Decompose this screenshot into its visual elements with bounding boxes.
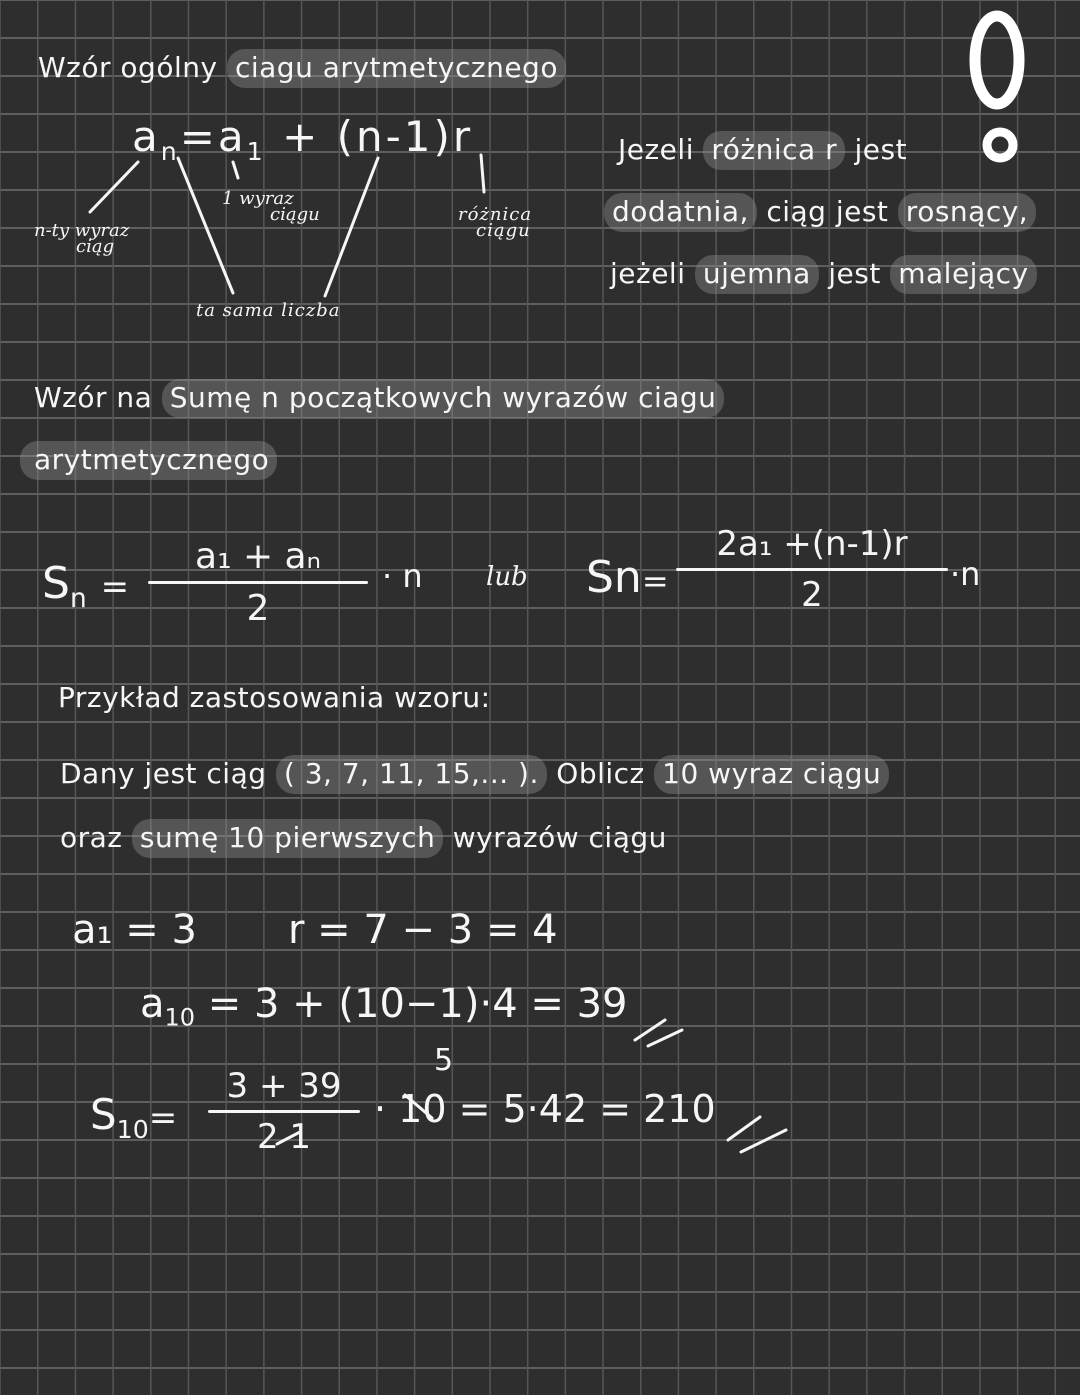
calc-a10 — [140, 981, 628, 1032]
highlight-negative: ujemna — [695, 255, 819, 294]
highlight-arithmetic-sequence: ciagu arytmetycznego — [227, 49, 566, 88]
denominator: 2 — [801, 575, 823, 615]
text: Dany jest ciąg — [60, 757, 267, 790]
highlight-sum-n-terms: Sumę n początkowych wyrazów ciagu — [162, 379, 725, 418]
equals-sign: = — [100, 567, 130, 607]
side-note-line-3 — [610, 257, 1037, 290]
a-symbol: a — [140, 981, 165, 1027]
text: oraz — [60, 821, 123, 854]
or-label: lub — [486, 562, 528, 592]
sum-formula-heading-line-2 — [20, 443, 277, 476]
label-same-number: ta sama liczba — [196, 300, 341, 321]
numerator: a₁ + aₙ — [195, 536, 321, 577]
side-note-line-1 — [618, 133, 908, 166]
highlight-increasing: rosnący, — [898, 193, 1036, 232]
text: jeżeli — [610, 257, 686, 290]
fraction-bar — [148, 581, 368, 584]
calc-s10-lhs — [90, 1090, 178, 1144]
calc-s10-fraction — [208, 1066, 360, 1157]
text: Oblicz — [556, 757, 645, 790]
text: jest — [828, 257, 881, 290]
s10-subscript: 10 — [116, 1114, 149, 1144]
label-line: różnica — [458, 204, 533, 225]
highlight-decreasing: malejący — [890, 255, 1036, 294]
sum-formula-2-lhs — [586, 552, 669, 603]
sn-symbol: Sn — [586, 552, 642, 603]
zero-mark-icon — [975, 16, 1019, 158]
highlight-sequence: ( 3, 7, 11, 15,... ). — [276, 755, 547, 794]
label-difference — [458, 206, 532, 240]
side-note-line-2 — [604, 195, 1036, 228]
text: jest — [854, 133, 908, 166]
numerator: 2a₁ +(n-1)r — [716, 524, 908, 564]
equals-sign: = — [641, 562, 669, 600]
an-symbol: a — [132, 112, 161, 161]
sum-formula-2-times-n: ·n — [950, 555, 981, 593]
heading-text: Wzór na — [34, 381, 153, 414]
sum-formula-1-times-n: · n — [382, 557, 423, 595]
an-subscript: n — [160, 136, 180, 166]
heading-text: Wzór ogólny — [38, 51, 218, 84]
equals-sign: = — [179, 112, 218, 161]
formula-rest: + (n-1)r — [282, 112, 474, 161]
label-line: n-ty wyraz — [34, 220, 130, 241]
label-line: ciągu — [270, 204, 320, 225]
label-line: 1 wyraz — [222, 188, 294, 209]
sum-formula-1-fraction — [148, 536, 368, 629]
fraction-bar — [208, 1110, 360, 1113]
sum-formula-heading — [34, 381, 724, 414]
label-line: ciągu — [476, 220, 531, 241]
text: Jezeli — [618, 133, 694, 166]
highlight-difference-r: różnica r — [703, 131, 845, 170]
example-heading: Przykład zastosowania wzoru: — [58, 681, 491, 714]
highlight-arithmetic: arytmetycznego — [20, 441, 277, 480]
a1-subscript: 1 — [246, 136, 266, 166]
text: wyrazów ciągu — [452, 821, 667, 854]
calc-r: r = 7 − 3 = 4 — [288, 907, 558, 953]
label-nth-term — [34, 222, 129, 256]
calc-cancel-5: 5 — [434, 1043, 454, 1078]
calc-a1: a₁ = 3 — [72, 907, 197, 953]
a10-subscript: 10 — [164, 1003, 196, 1032]
equals-sign: = — [148, 1098, 178, 1138]
label-line: ciąg — [76, 236, 115, 257]
text: ciąg jest — [766, 195, 889, 228]
highlight-positive: dodatnia, — [604, 193, 757, 232]
sum-formula-1-lhs — [42, 558, 130, 615]
a1-symbol: a — [217, 112, 247, 161]
sum-formula-2-fraction — [676, 524, 948, 615]
denominator: 2 1 — [256, 1117, 312, 1157]
highlight-10th-term: 10 wyraz ciągu — [654, 755, 889, 794]
fraction-bar — [676, 568, 948, 571]
general-term-formula — [132, 112, 474, 166]
denominator: 2 — [246, 588, 270, 629]
s-subscript: n — [69, 583, 87, 615]
label-first-term — [222, 190, 320, 224]
s-symbol: S — [90, 1090, 117, 1139]
example-line-2 — [60, 821, 667, 854]
example-line-1 — [60, 757, 889, 790]
s-symbol: S — [42, 558, 70, 609]
general-formula-heading — [38, 51, 566, 84]
a10-expression: = 3 + (10−1)·4 = 39 — [207, 981, 628, 1027]
calc-s10-rest: · 10 = 5·42 = 210 — [374, 1087, 716, 1131]
highlight-sum-10-first: sumę 10 pierwszych — [132, 819, 443, 858]
numerator: 3 + 39 — [226, 1066, 342, 1106]
